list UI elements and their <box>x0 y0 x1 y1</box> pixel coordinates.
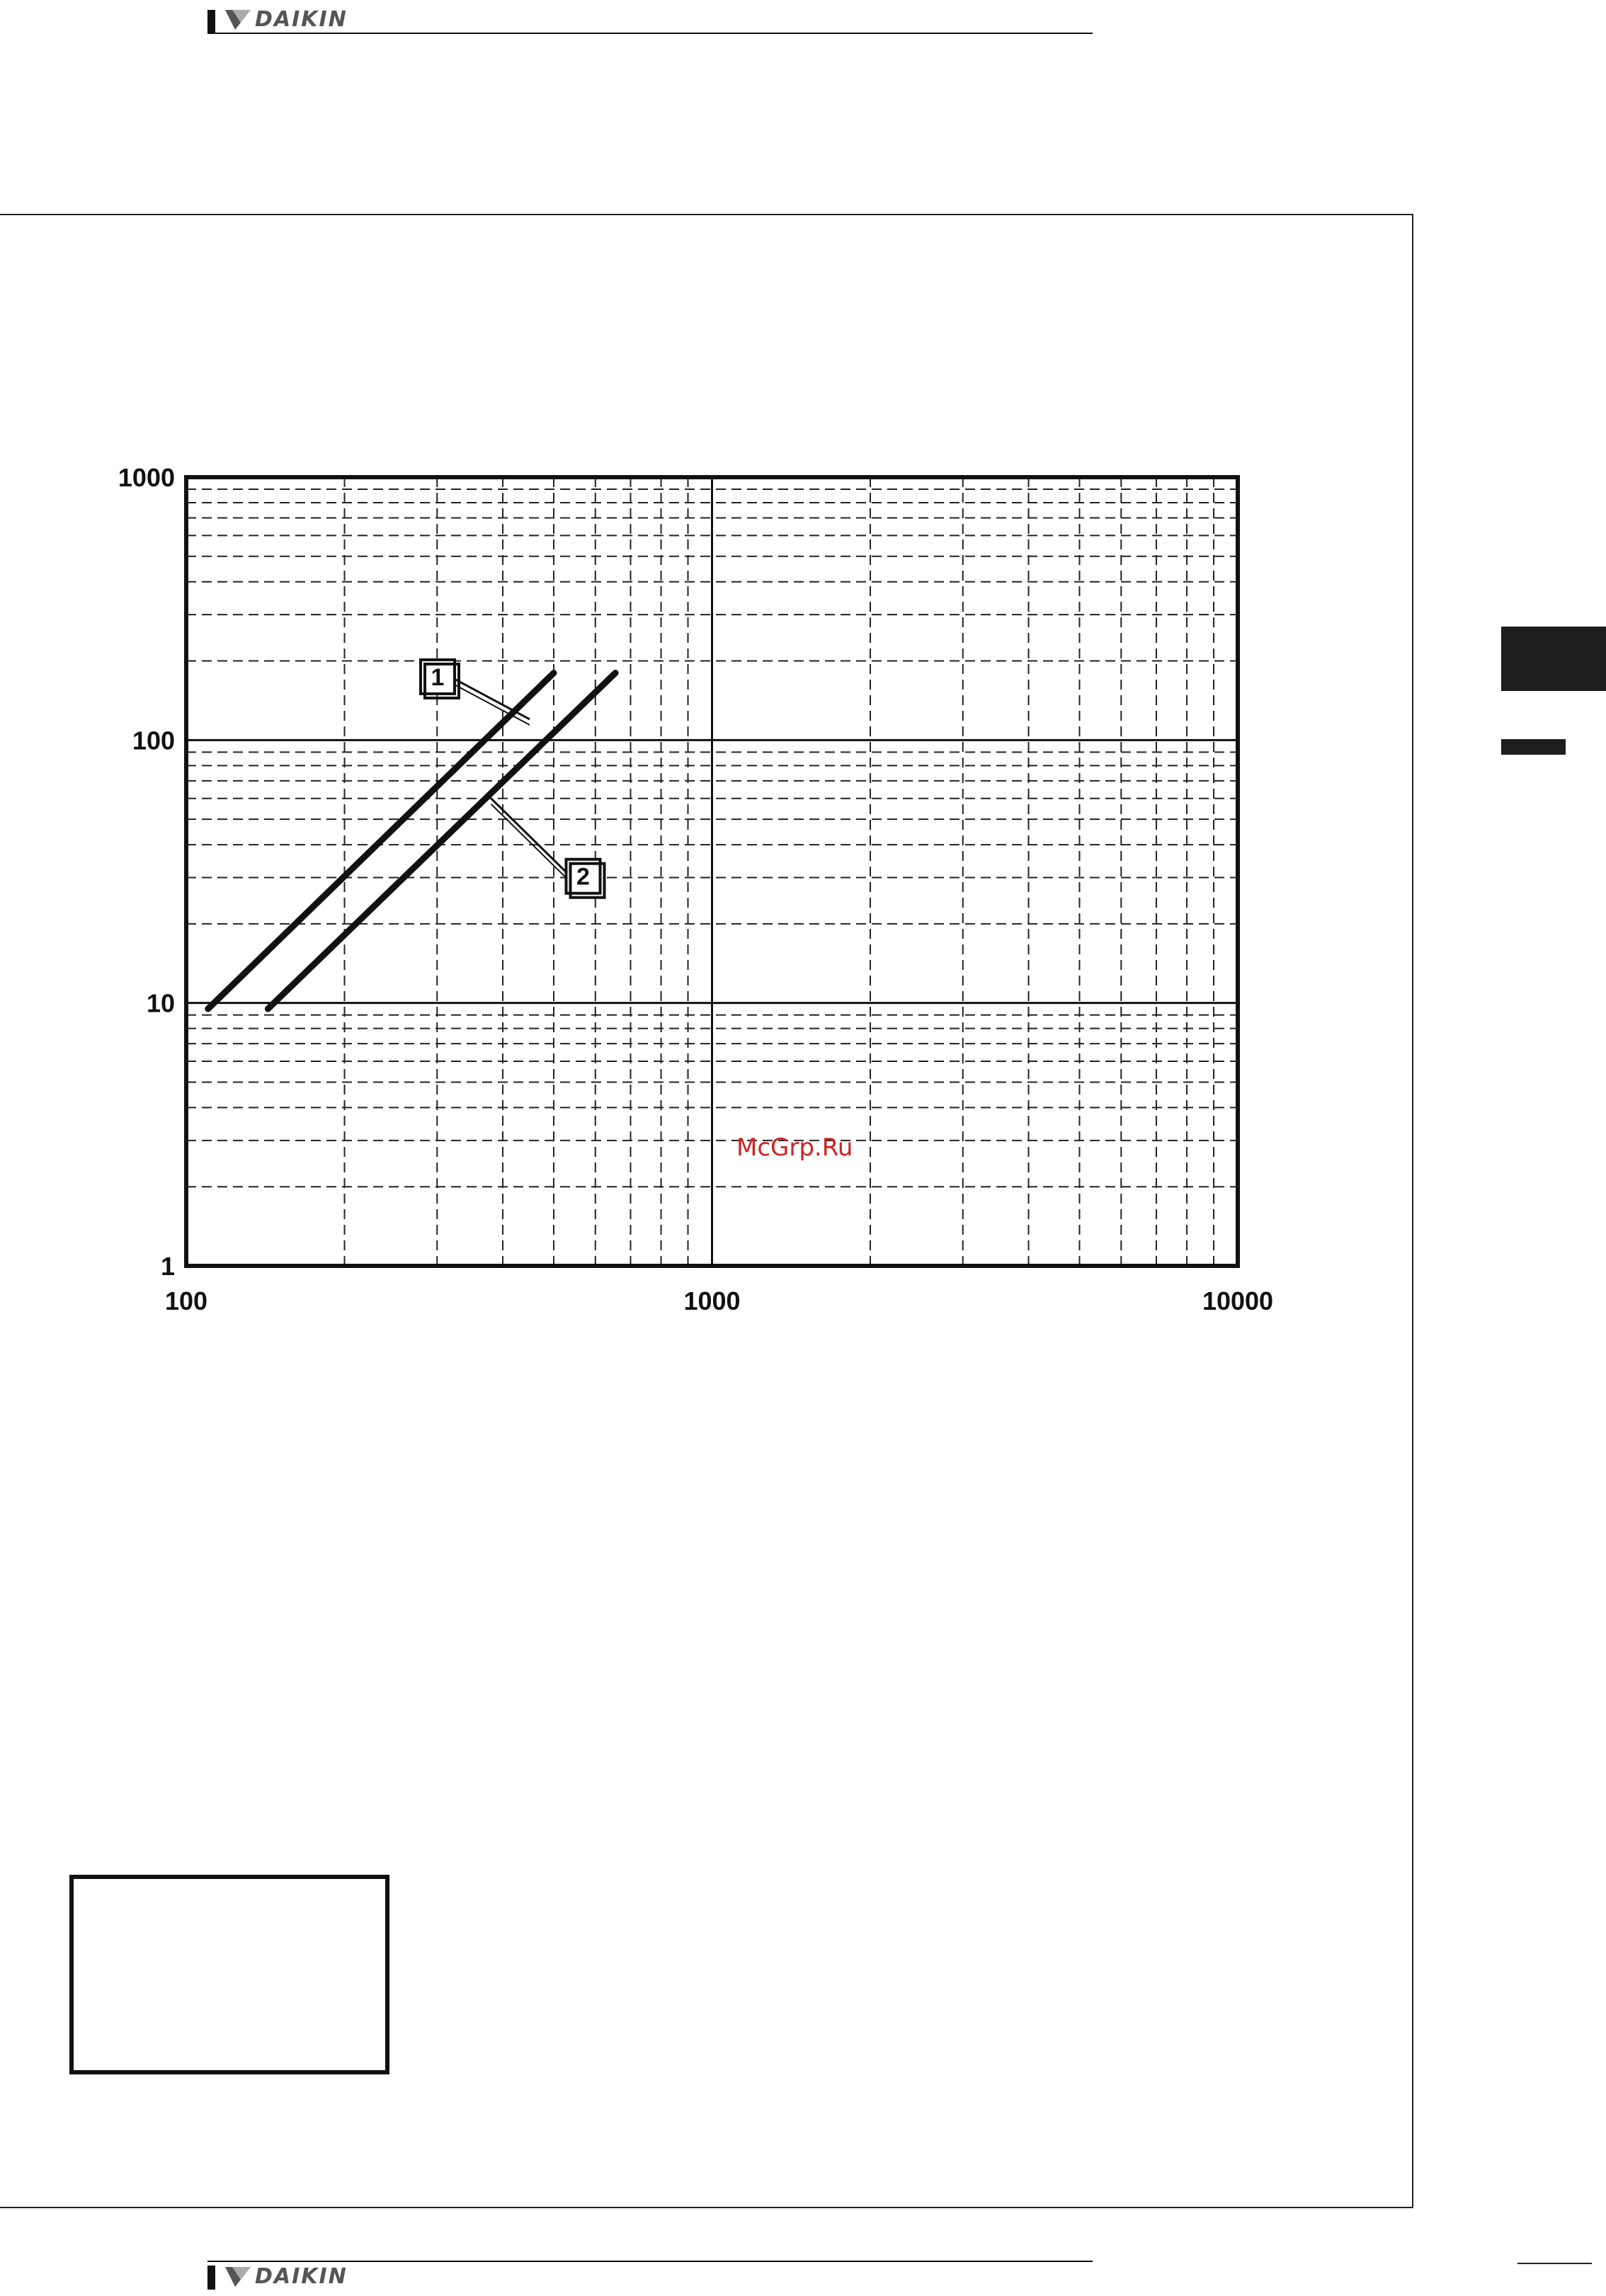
y-tick-label: 1000 <box>118 463 175 492</box>
callout-label-2: 2 <box>576 863 590 891</box>
footer-bar <box>207 2266 215 2290</box>
callout-label-1: 1 <box>431 663 445 691</box>
callout-leader-1 <box>450 677 530 719</box>
y-tick-label: 10 <box>146 988 175 1018</box>
empty-note-box <box>69 1875 389 2074</box>
series-line-1 <box>208 673 554 1009</box>
header-brand: DAIKIN <box>255 7 348 32</box>
daikin-logo-icon <box>225 2267 251 2287</box>
x-tick-label: 1000 <box>683 1286 741 1315</box>
x-tick-label: 10000 <box>1202 1286 1274 1315</box>
footer-rule <box>207 2261 1093 2262</box>
page-number-rule <box>1517 2263 1592 2264</box>
y-tick-label: 100 <box>132 726 175 755</box>
x-tick-label: 100 <box>164 1286 208 1315</box>
footer-logo <box>225 2264 348 2289</box>
y-tick-label: 1 <box>160 1252 175 1281</box>
section-tab-small-marker <box>1501 739 1566 755</box>
section-tab-marker <box>1501 627 1606 691</box>
series-line-2 <box>268 673 615 1009</box>
footer-brand: DAIKIN <box>255 2264 348 2289</box>
watermark-text: McGrp.Ru <box>736 1133 853 1162</box>
